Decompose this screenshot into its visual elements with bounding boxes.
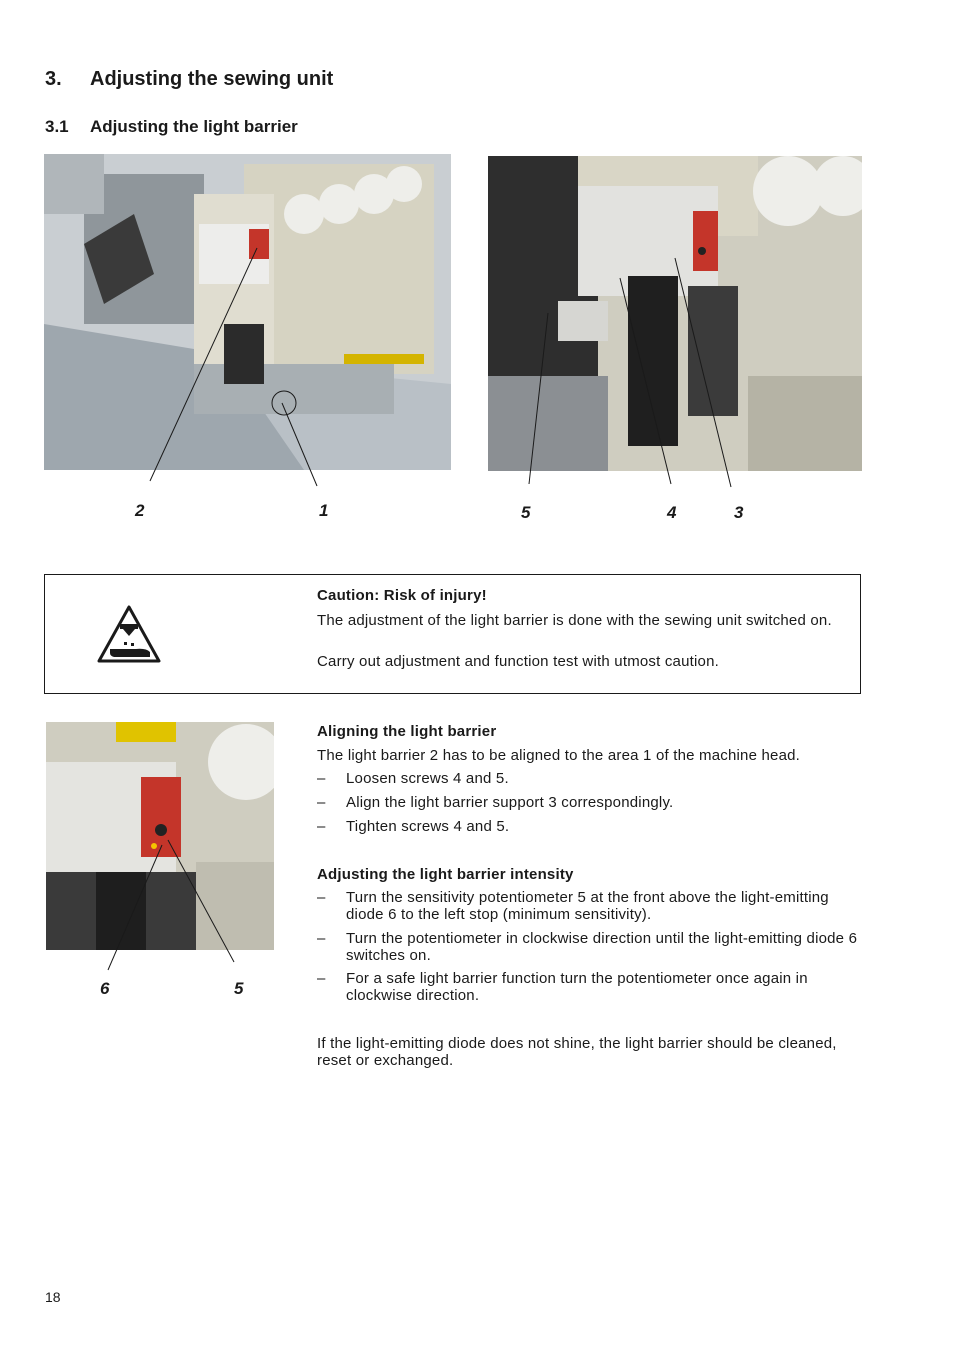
- subsection-number: 3.1: [45, 117, 69, 136]
- aligning-step-1: Loosen screws 4 and 5.: [346, 770, 509, 787]
- list-dash: –: [317, 889, 326, 906]
- photo-potentiometer-led: [46, 722, 274, 950]
- section-title: Adjusting the sewing unit: [90, 68, 334, 90]
- list-dash: –: [317, 970, 326, 987]
- callout-2: 2: [135, 501, 145, 520]
- cleaning-note: If the light-emitting diode does not shine, the light barrier should be cleaned, reset or exchanged.: [317, 1035, 837, 1069]
- callout-6: 6: [100, 979, 110, 998]
- callout-5: 5: [521, 503, 531, 522]
- list-dash: –: [317, 818, 326, 835]
- caution-title: Caution: Risk of injury!: [317, 587, 487, 604]
- caution-paragraph-2: Carry out adjustment and function test with utmost caution.: [317, 653, 719, 670]
- aligning-step-2: Align the light barrier support 3 correspondingly.: [346, 794, 674, 811]
- photo-light-barrier-support: [488, 156, 862, 471]
- callout-5-bottom: 5: [234, 979, 244, 998]
- intensity-step-1: Turn the sensitivity potentiometer 5 at the front above the light-emitting diode 6 to the left stop (minimum sensitivity).: [346, 889, 829, 923]
- aligning-intro: The light barrier 2 has to be aligned to the area 1 of the machine head.: [317, 747, 801, 764]
- list-dash: –: [317, 930, 326, 947]
- aligning-title: Aligning the light barrier: [317, 723, 497, 740]
- intensity-title: Adjusting the light barrier intensity: [317, 866, 574, 883]
- callout-3: 3: [734, 503, 744, 522]
- list-dash: –: [317, 794, 326, 811]
- page-number: 18: [45, 1289, 61, 1305]
- subsection-title: Adjusting the light barrier: [90, 117, 298, 136]
- callout-4: 4: [667, 503, 677, 522]
- caution-paragraph-1: The adjustment of the light barrier is done with the sewing unit switched on.: [317, 612, 832, 629]
- list-dash: –: [317, 770, 326, 787]
- intensity-step-2: Turn the potentiometer in clockwise direction until the light-emitting diode 6 switches on.: [346, 930, 858, 964]
- intensity-step-3: For a safe light barrier function turn the potentiometer once again in clockwise direction.: [346, 970, 808, 1004]
- aligning-step-3: Tighten screws 4 and 5.: [346, 818, 510, 835]
- section-number: 3.: [45, 68, 62, 90]
- caution-box: [44, 574, 861, 694]
- photo-sewing-head-overview: [44, 154, 451, 470]
- hand-crush-warning-icon: [96, 604, 162, 664]
- callout-1: 1: [319, 501, 329, 520]
